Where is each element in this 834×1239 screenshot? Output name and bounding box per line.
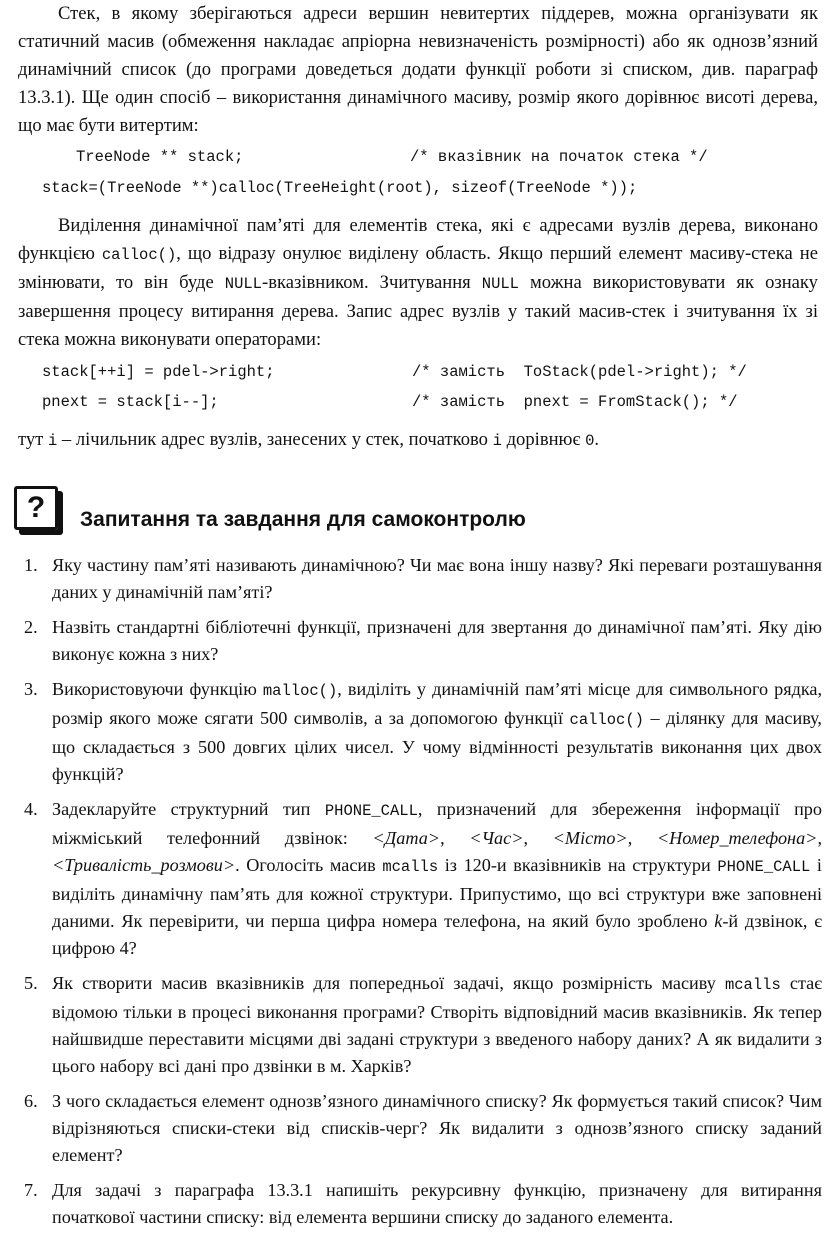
text-run: – лічильник адрес вузлів, занесених у стек, початково: [57, 429, 493, 450]
question-text: -й дзвінок, є цифрою 4?: [52, 911, 822, 958]
question-item: [18, 614, 822, 668]
inline-code: PHONE_CALL: [717, 858, 811, 876]
question-mark-icon: ?: [14, 486, 58, 530]
question-text: Назвіть стандартні бібліотечні функції, призначені для звертання до динамічної пам’яті. Яку дію виконує кожна з них?: [52, 617, 822, 664]
question-item: [18, 796, 822, 962]
inline-code: PHONE_CALL: [324, 802, 418, 820]
question-number: 6.: [24, 1091, 38, 1111]
code-line-push: stack[++i] = pdel->right;: [42, 363, 275, 381]
code-comment-pop: /* замість pnext = FromStack(); */: [412, 393, 738, 411]
questions-list: [18, 552, 822, 1239]
question-text: ,: [440, 828, 470, 848]
inline-code: mcalls: [382, 858, 439, 876]
question-text: із 120-и вказівників на структури: [438, 855, 718, 875]
inline-code: NULL: [481, 275, 519, 293]
inline-code: i: [492, 432, 502, 450]
text-run: дорівнює: [501, 429, 586, 450]
question-text: Для задачі з параграфа 13.3.1 напишіть рекурсивну функцію, призначену для витирання початкової частини списку: від елемента вершини списку до заданого елемента.: [52, 1180, 822, 1227]
question-text: Використовуючи функцію: [52, 679, 263, 699]
text-run: -вказівником. Зчитування: [262, 272, 482, 293]
question-text: ,: [817, 828, 822, 848]
question-number: 2.: [24, 617, 38, 637]
question-item: [18, 676, 822, 788]
code-comment-declaration: /* вказівник на початок стека */: [410, 148, 708, 166]
question-text: <Час>: [469, 828, 524, 848]
question-number: 5.: [24, 973, 38, 993]
question-text: . Оголосіть масив: [235, 855, 383, 875]
question-number: 1.: [24, 555, 38, 575]
question-text: <Номер_телефона>: [656, 828, 818, 848]
question-text: Яку частину пам’яті називають динамічною? Чи має вона іншу назву? Які переваги розташування даних у динамічній пам’яті?: [52, 555, 822, 602]
question-text: ,: [523, 828, 553, 848]
question-text: стає відомою тільки в процесі виконання програми? Створіть відповідний масив вказівників. Як тепер найшвидше переставити місцями дві задані структури з введеного набору даних? А як видалити з цього набору всі дані про дзвінки в м. Харків?: [52, 973, 822, 1076]
question-text: k: [714, 911, 723, 931]
question-text: З чого складається елемент однозв’язного динамічного списку? Як формується такий список? Чим відрізняються списки-стеки від списків-черг? Як видалити з однозв’язного списку заданий елемент?: [52, 1091, 822, 1165]
question-number: 4.: [24, 799, 38, 819]
inline-code: mcalls: [724, 976, 781, 994]
question-text: ,: [627, 828, 657, 848]
question-text: <Дата>: [372, 828, 441, 848]
code-line-declaration: TreeNode ** stack;: [76, 148, 244, 166]
question-number: 7.: [24, 1180, 38, 1200]
question-item: [18, 970, 822, 1080]
inline-code: i: [47, 432, 58, 450]
inline-code: calloc(): [101, 246, 177, 264]
question-text: <Тривалість_розмови>: [52, 855, 236, 875]
question-text: Як створити масив вказівників для попередньої задачі, якщо розмірність масиву: [52, 973, 725, 993]
text-run: , що відразу онулює виділену область. Якщо перший елемент масиву-стека не змінювати, то він буде: [18, 243, 818, 293]
text-run: .: [594, 429, 600, 450]
question-text: Задекларуйте структурний тип: [52, 799, 325, 819]
inline-code: malloc(): [262, 682, 338, 700]
code-line-calloc: stack=(TreeNode **)calloc(TreeHeight(root), sizeof(TreeNode *));: [42, 179, 638, 197]
text-run: тут: [18, 429, 48, 450]
paragraph-stack-intro: Стек, в якому зберігаються адреси вершин невитертих піддерев, можна організувати як статичний масив (обмеження накладає апріорна невизначеність розмірності) або як однозв’язний динамічний список (до програми доведеться додати функції роботи зі списком, див. параграф 13.3.1). Ще один спосіб – використання динамічного масиву, розмір якого дорівнює висоті дерева, що має бути витертим:: [18, 3, 818, 136]
section-title: Запитання та завдання для самоконтролю: [80, 508, 526, 531]
question-number: 3.: [24, 679, 38, 699]
question-item: [18, 552, 822, 606]
code-comment-push: /* замість ToStack(pdel->right); */: [412, 363, 747, 381]
paragraph-counter-note: [18, 426, 818, 455]
question-text: <Місто>: [552, 828, 628, 848]
code-line-pop: pnext = stack[i--];: [42, 393, 219, 411]
inline-code: NULL: [224, 275, 262, 293]
question-item: [18, 1177, 822, 1231]
question-item: [18, 1088, 822, 1169]
question-text: – ділянку для масиву, що складається з 500 довгих цілих чисел. У чому відмінності результатів виконання цих двох функцій?: [52, 708, 822, 784]
inline-code: 0: [585, 432, 595, 450]
text-run: Виділення динамічної пам’яті для елементів стека, які є адресами вузлів дерева, виконано функцією: [18, 215, 818, 264]
question-text: , виділіть у динамічній пам’яті місце для символьного рядка, розмір якого може сягати 500 символів, а за допомогою функції: [52, 679, 823, 728]
section-heading: [14, 486, 824, 542]
text-run: можна використовувати як ознаку завершення процесу витирання дерева. Запис адрес вузлів у такий масив-стек і зчитування їх зі стека можна виконувати операторами:: [18, 272, 818, 350]
paragraph-calloc-explanation: [18, 212, 818, 354]
inline-code: calloc(): [569, 711, 644, 729]
question-text: і виділіть динамічну пам’ять для кожної структури. Припустимо, що всі структури вже заповнені даними. Як перевірити, чи перша цифра номера телефона, на який було зроблено: [52, 855, 822, 931]
question-text: , призначений для збереження інформації про міжміський телефонний дзвінок:: [52, 799, 822, 848]
